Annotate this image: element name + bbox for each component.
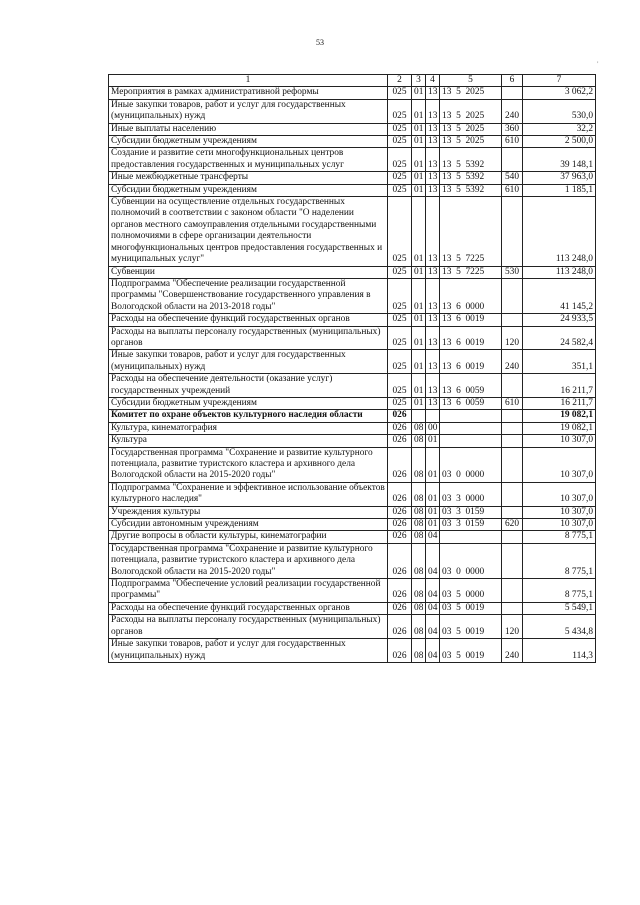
row-code-target: 13 6 0019: [440, 314, 502, 326]
row-name: Расходы на выплаты персоналу государственных (муниципальных) органов: [109, 326, 388, 350]
row-code-subsection: 01: [426, 482, 440, 506]
row-code-admin: 025: [388, 87, 412, 99]
row-code-expense-type: 240: [502, 99, 523, 123]
row-code-expense-type: [502, 410, 523, 422]
table-row: [109, 447, 596, 482]
table-row: [109, 482, 596, 506]
row-code-admin: 025: [388, 148, 412, 172]
row-code-subsection: 01: [426, 506, 440, 518]
row-code-expense-type: 610: [502, 397, 523, 409]
table-row: [109, 266, 596, 278]
row-code-admin: 026: [388, 482, 412, 506]
row-code-admin: 025: [388, 374, 412, 398]
table-row: [109, 184, 596, 196]
row-amount: 5 434,8: [523, 615, 596, 639]
row-amount: 32,2: [523, 123, 596, 135]
row-code-subsection: 01: [426, 435, 440, 447]
row-code-expense-type: [502, 543, 523, 578]
row-code-section: 01: [412, 87, 426, 99]
row-amount: 37 963,0: [523, 172, 596, 184]
row-amount: 10 307,0: [523, 482, 596, 506]
row-code-target: 13 5 2025: [440, 87, 502, 99]
row-code-subsection: 13: [426, 326, 440, 350]
row-code-subsection: 04: [426, 615, 440, 639]
col-header-2: 2: [388, 75, 412, 87]
table-row: [109, 531, 596, 543]
row-code-admin: 026: [388, 639, 412, 663]
row-code-subsection: 13: [426, 123, 440, 135]
row-name: Субвенции: [109, 266, 388, 278]
row-code-admin: 025: [388, 123, 412, 135]
row-code-expense-type: 240: [502, 639, 523, 663]
table-row: [109, 410, 596, 422]
table-row: [109, 543, 596, 578]
row-code-section: 01: [412, 172, 426, 184]
row-code-subsection: 04: [426, 602, 440, 614]
row-code-subsection: 00: [426, 422, 440, 434]
row-code-expense-type: [502, 531, 523, 543]
row-code-section: [412, 410, 426, 422]
table-body: [109, 87, 596, 663]
row-code-target: 13 5 5392: [440, 184, 502, 196]
row-code-target: 13 6 0000: [440, 278, 502, 313]
row-amount: 16 211,7: [523, 397, 596, 409]
table-row: [109, 197, 596, 266]
row-amount: 114,3: [523, 639, 596, 663]
row-code-section: 01: [412, 148, 426, 172]
row-code-section: 01: [412, 397, 426, 409]
row-code-admin: 026: [388, 435, 412, 447]
row-code-admin: 025: [388, 278, 412, 313]
row-code-expense-type: [502, 314, 523, 326]
table-row: [109, 397, 596, 409]
row-code-admin: 025: [388, 266, 412, 278]
row-code-expense-type: [502, 278, 523, 313]
row-name: Субсидии бюджетным учреждениям: [109, 184, 388, 196]
row-code-section: 08: [412, 422, 426, 434]
row-code-expense-type: 610: [502, 136, 523, 148]
row-code-subsection: 13: [426, 172, 440, 184]
row-name: Иные межбюджетные трансферты: [109, 172, 388, 184]
row-code-section: 01: [412, 136, 426, 148]
row-code-section: 01: [412, 314, 426, 326]
row-code-target: 13 5 5392: [440, 172, 502, 184]
corner-mark: ,: [597, 58, 599, 64]
row-code-section: 08: [412, 482, 426, 506]
row-amount: 10 307,0: [523, 519, 596, 531]
row-code-section: 08: [412, 543, 426, 578]
row-amount: 24 933,5: [523, 314, 596, 326]
row-amount: 1 185,1: [523, 184, 596, 196]
row-code-target: 13 5 2025: [440, 136, 502, 148]
row-name: Культура: [109, 435, 388, 447]
row-name: Учреждения культуры: [109, 506, 388, 518]
row-code-expense-type: 360: [502, 123, 523, 135]
row-code-subsection: 13: [426, 148, 440, 172]
table-row: [109, 374, 596, 398]
row-code-expense-type: [502, 435, 523, 447]
row-code-target: [440, 435, 502, 447]
row-code-expense-type: [502, 447, 523, 482]
col-header-5: 5: [440, 75, 502, 87]
row-code-target: 13 6 0059: [440, 397, 502, 409]
row-code-target: 03 5 0019: [440, 602, 502, 614]
row-amount: 3 062,2: [523, 87, 596, 99]
row-code-section: 08: [412, 519, 426, 531]
row-code-subsection: 13: [426, 266, 440, 278]
row-code-section: 08: [412, 615, 426, 639]
row-code-target: 03 5 0019: [440, 615, 502, 639]
table-row: [109, 148, 596, 172]
row-code-expense-type: [502, 87, 523, 99]
table-row: [109, 172, 596, 184]
row-code-section: 01: [412, 350, 426, 374]
row-code-subsection: 13: [426, 184, 440, 196]
table-row: [109, 615, 596, 639]
row-code-target: 03 0 0000: [440, 447, 502, 482]
row-amount: 19 082,1: [523, 422, 596, 434]
row-code-subsection: 13: [426, 197, 440, 266]
row-code-subsection: 13: [426, 136, 440, 148]
table-row: [109, 314, 596, 326]
row-name: Иные выплаты населению: [109, 123, 388, 135]
header-row: [109, 75, 596, 87]
row-amount: 41 145,2: [523, 278, 596, 313]
row-name: Подпрограмма "Сохранение и эффективное использование объектов культурного наследия": [109, 482, 388, 506]
row-code-expense-type: [502, 422, 523, 434]
row-code-admin: 026: [388, 602, 412, 614]
row-code-target: 03 0 0000: [440, 543, 502, 578]
table-row: [109, 506, 596, 518]
row-code-expense-type: 540: [502, 172, 523, 184]
row-code-admin: 026: [388, 531, 412, 543]
row-name: Иные закупки товаров, работ и услуг для государственных (муниципальных) нужд: [109, 350, 388, 374]
row-code-subsection: 01: [426, 519, 440, 531]
row-code-admin: 025: [388, 197, 412, 266]
col-header-3: 3: [412, 75, 426, 87]
row-code-admin: 026: [388, 543, 412, 578]
row-code-section: 01: [412, 197, 426, 266]
row-code-target: 13 5 2025: [440, 123, 502, 135]
row-name: Государственная программа "Сохранение и развитие культурного потенциала, развитие туристского кластера и архивного дела Вологодской области на 2015-2020 годы": [109, 543, 388, 578]
row-code-admin: 026: [388, 410, 412, 422]
row-amount: 113 248,0: [523, 197, 596, 266]
row-code-subsection: 13: [426, 314, 440, 326]
row-amount: 10 307,0: [523, 435, 596, 447]
row-name: Государственная программа "Сохранение и развитие культурного потенциала, развитие туристского кластера и архивного дела Вологодской области на 2015-2020 годы": [109, 447, 388, 482]
row-name: Комитет по охране объектов культурного наследия области: [109, 410, 388, 422]
row-name: Другие вопросы в области культуры, кинематографии: [109, 531, 388, 543]
row-code-section: 08: [412, 579, 426, 603]
row-code-expense-type: 120: [502, 615, 523, 639]
row-code-expense-type: 610: [502, 184, 523, 196]
row-code-target: [440, 422, 502, 434]
col-header-7: 7: [523, 75, 596, 87]
row-code-target: 13 5 7225: [440, 266, 502, 278]
row-code-expense-type: 240: [502, 350, 523, 374]
row-code-admin: 025: [388, 136, 412, 148]
row-code-expense-type: [502, 579, 523, 603]
row-amount: 5 549,1: [523, 602, 596, 614]
row-code-section: 01: [412, 99, 426, 123]
row-code-expense-type: 530: [502, 266, 523, 278]
row-name: Субсидии бюджетным учреждениям: [109, 136, 388, 148]
row-code-expense-type: [502, 602, 523, 614]
row-code-target: 13 5 7225: [440, 197, 502, 266]
row-code-admin: 026: [388, 519, 412, 531]
row-name: Иные закупки товаров, работ и услуг для государственных (муниципальных) нужд: [109, 639, 388, 663]
row-code-section: 01: [412, 184, 426, 196]
row-name: Мероприятия в рамках административной реформы: [109, 87, 388, 99]
row-code-subsection: 04: [426, 639, 440, 663]
row-amount: 24 582,4: [523, 326, 596, 350]
row-code-admin: 025: [388, 326, 412, 350]
row-code-section: 08: [412, 506, 426, 518]
row-code-expense-type: 620: [502, 519, 523, 531]
row-code-admin: 025: [388, 314, 412, 326]
row-code-admin: 025: [388, 350, 412, 374]
row-code-section: 01: [412, 326, 426, 350]
table-row: [109, 87, 596, 99]
row-code-admin: 025: [388, 172, 412, 184]
row-code-subsection: 04: [426, 579, 440, 603]
budget-table: [108, 74, 596, 663]
table-row: [109, 278, 596, 313]
row-name: Расходы на выплаты персоналу государственных (муниципальных) органов: [109, 615, 388, 639]
row-code-subsection: 13: [426, 278, 440, 313]
row-code-admin: 026: [388, 579, 412, 603]
row-name: Культура, кинематография: [109, 422, 388, 434]
row-code-subsection: 13: [426, 374, 440, 398]
row-amount: 10 307,0: [523, 447, 596, 482]
table-row: [109, 136, 596, 148]
row-name: Расходы на обеспечение деятельности (оказание услуг) государственных учреждений: [109, 374, 388, 398]
row-code-section: 08: [412, 447, 426, 482]
table-row: [109, 579, 596, 603]
row-name: Расходы на обеспечение функций государственных органов: [109, 602, 388, 614]
row-amount: 530,0: [523, 99, 596, 123]
row-code-admin: 025: [388, 184, 412, 196]
row-code-subsection: 13: [426, 99, 440, 123]
row-amount: 19 082,1: [523, 410, 596, 422]
row-code-expense-type: [502, 374, 523, 398]
table-row: [109, 99, 596, 123]
row-name: Субсидии автономным учреждениям: [109, 519, 388, 531]
row-name: Подпрограмма "Обеспечение реализации государственной программы "Совершенствование государственного управления в Вологодской области на 2013-2018 годы": [109, 278, 388, 313]
row-code-expense-type: [502, 506, 523, 518]
row-code-expense-type: [502, 482, 523, 506]
row-name: Иные закупки товаров, работ и услуг для государственных (муниципальных) нужд: [109, 99, 388, 123]
row-code-target: 13 6 0019: [440, 326, 502, 350]
row-code-subsection: 01: [426, 447, 440, 482]
row-code-section: 01: [412, 123, 426, 135]
row-amount: 351,1: [523, 350, 596, 374]
row-code-admin: 026: [388, 615, 412, 639]
row-code-target: 13 6 0059: [440, 374, 502, 398]
table-row: [109, 422, 596, 434]
row-code-section: 08: [412, 435, 426, 447]
row-code-section: 01: [412, 278, 426, 313]
page-number: 53: [316, 38, 324, 47]
row-name: Создание и развитие сети многофункциональных центров предоставления государственных и муниципальных услуг: [109, 148, 388, 172]
row-amount: 2 500,0: [523, 136, 596, 148]
row-amount: 39 148,1: [523, 148, 596, 172]
row-code-target: [440, 410, 502, 422]
row-code-section: 08: [412, 639, 426, 663]
row-code-section: 08: [412, 602, 426, 614]
row-code-subsection: 13: [426, 350, 440, 374]
row-amount: 113 248,0: [523, 266, 596, 278]
row-code-target: 03 3 0000: [440, 482, 502, 506]
col-header-4: 4: [426, 75, 440, 87]
row-name: Подпрограмма "Обеспечение условий реализации государственной программы": [109, 579, 388, 603]
row-code-admin: 025: [388, 99, 412, 123]
row-code-target: 03 3 0159: [440, 506, 502, 518]
table-row: [109, 350, 596, 374]
table-row: [109, 602, 596, 614]
row-code-admin: 026: [388, 422, 412, 434]
table-row: [109, 639, 596, 663]
col-header-1: 1: [109, 75, 388, 87]
table-row: [109, 435, 596, 447]
row-name: Расходы на обеспечение функций государственных органов: [109, 314, 388, 326]
row-code-target: 13 5 5392: [440, 148, 502, 172]
row-amount: 8 775,1: [523, 531, 596, 543]
table-row: [109, 519, 596, 531]
row-amount: 8 775,1: [523, 543, 596, 578]
row-amount: 8 775,1: [523, 579, 596, 603]
row-code-section: 01: [412, 374, 426, 398]
row-code-admin: 026: [388, 447, 412, 482]
row-code-subsection: 13: [426, 397, 440, 409]
row-code-section: 01: [412, 266, 426, 278]
row-amount: 16 211,7: [523, 374, 596, 398]
row-code-admin: 025: [388, 397, 412, 409]
row-code-target: 13 5 2025: [440, 99, 502, 123]
row-code-subsection: 04: [426, 543, 440, 578]
row-code-target: 03 5 0019: [440, 639, 502, 663]
row-code-target: [440, 531, 502, 543]
table-row: [109, 326, 596, 350]
row-code-subsection: 04: [426, 531, 440, 543]
row-code-expense-type: 120: [502, 326, 523, 350]
row-name: Субсидии бюджетным учреждениям: [109, 397, 388, 409]
row-amount: 10 307,0: [523, 506, 596, 518]
row-name: Субвенции на осуществление отдельных государственных полномочий в соответствии с законом области "О наделении органов местного самоуправления отдельными государственными полномочиями в сфере организации деятельности многофункциональных центров предоставления государственных и муниципальных услуг": [109, 197, 388, 266]
row-code-subsection: [426, 410, 440, 422]
row-code-target: 03 3 0159: [440, 519, 502, 531]
row-code-expense-type: [502, 197, 523, 266]
row-code-expense-type: [502, 148, 523, 172]
table-row: [109, 123, 596, 135]
row-code-admin: 026: [388, 506, 412, 518]
row-code-subsection: 13: [426, 87, 440, 99]
row-code-target: 03 5 0000: [440, 579, 502, 603]
row-code-target: 13 6 0019: [440, 350, 502, 374]
col-header-6: 6: [502, 75, 523, 87]
row-code-section: 08: [412, 531, 426, 543]
